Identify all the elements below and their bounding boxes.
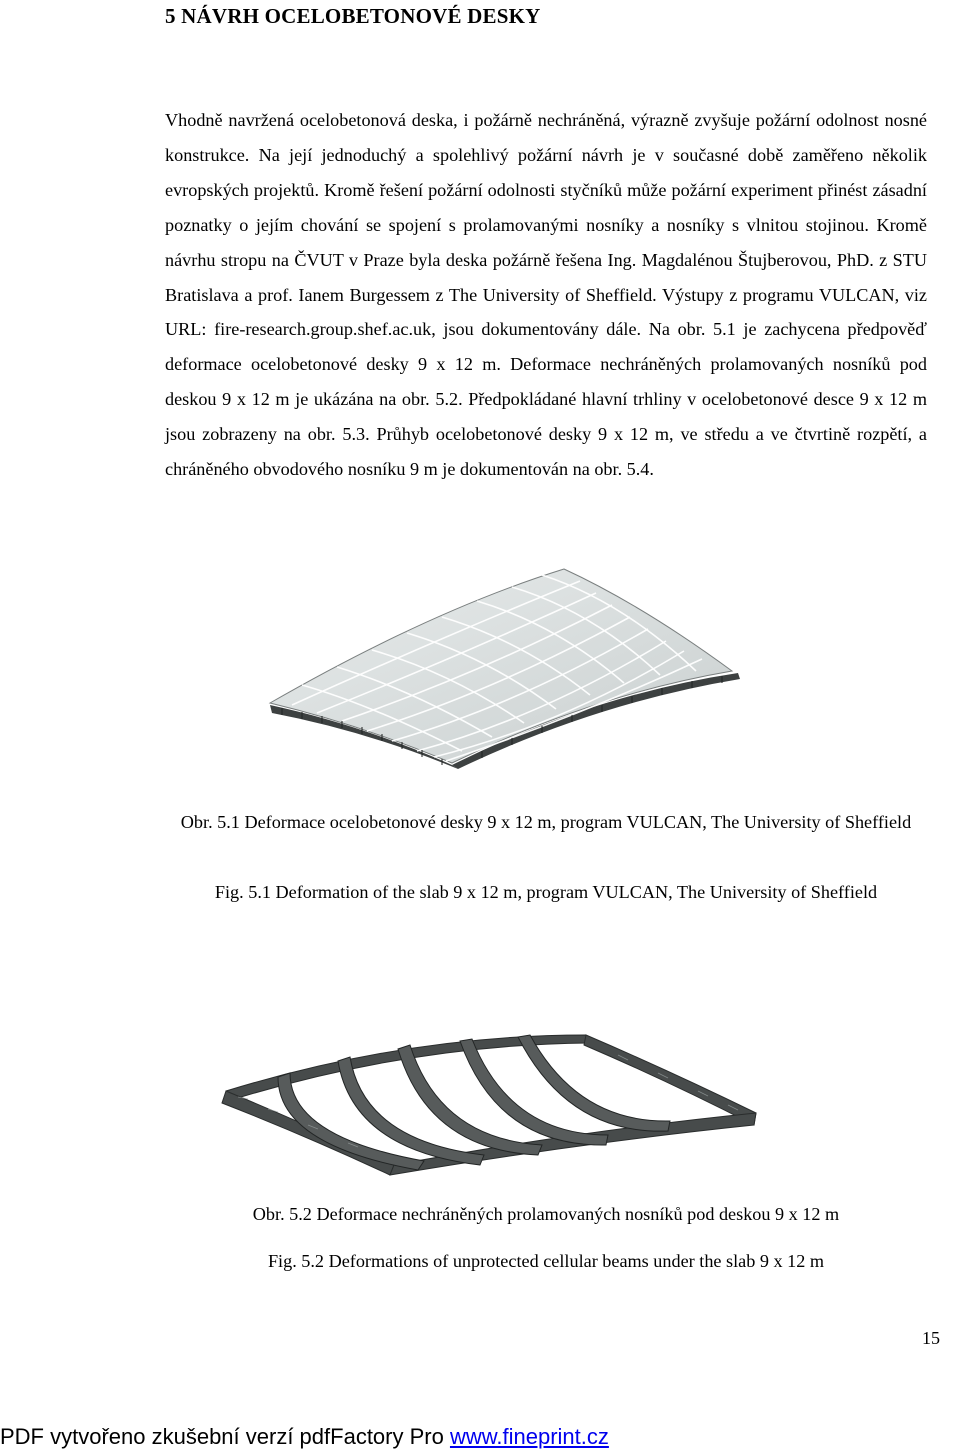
footer-link[interactable]: www.fineprint.cz	[449, 1424, 609, 1449]
footer-text: PDF vytvořeno zkušební verzí pdfFactory Pro	[0, 1424, 450, 1449]
figure2-caption-en: Fig. 5.2 Deformations of unprotected cellular beams under the slab 9 x 12 m	[267, 1251, 825, 1271]
beam-deformation-drawing	[218, 1015, 758, 1195]
figure1-caption-en: Fig. 5.1 Deformation of the slab 9 x 12 m, program VULCAN, The University of Sheffield	[214, 882, 878, 902]
section-heading: 5 NÁVRH OCELOBETONOVÉ DESKY	[165, 4, 541, 28]
figure1-caption-cz: Obr. 5.1 Deformace ocelobetonové desky 9 x 12 m, program VULCAN, The University of Sheffield	[180, 812, 912, 832]
body-paragraph: Vhodně navržená ocelobetonová deska, i požárně nechráněná, výrazně zvyšuje požární odolnost nosné konstrukce. Na její jednoduchý a spolehlivý požární návrh je v současné době zaměřeno několik evropských projektů. Kromě řešení požární odolnosti styčníků může požární experiment přinést zásadní poznatky o jejím chování se spojení s prolamovanými nosníky a nosníky s vlnitou stojinou. Kromě návrhu stropu na ČVUT v Praze byla deska požárně řešena Ing. Magdalénou Štujberovou, PhD. z STU Bratislava a prof. Ianem Burgessem z The University of Sheffield. Výstupy z programu VULCAN, viz URL: fire-research.group.shef.ac.uk, jsou dokumentovány dále. Na obr. 5.1 je zachycena předpověď deformace ocelobetonové desky 9 x 12 m. Deformace nechráněných prolamovaných nosníků pod deskou 9 x 12 m je ukázána na obr. 5.2. Předpokládané hlavní trhliny v ocelobetonové desce 9 x 12 m jsou zobrazeny na obr. 5.3. Průhyb ocelobetonové desky 9 x 12 m, ve středu a ve čtvrtině rozpětí, a chráněného obvodového nosníku 9 m je dokumentován na obr. 5.4.	[165, 110, 927, 480]
figure-slab-deformation	[262, 555, 742, 770]
slab-deformation-drawing	[262, 555, 742, 770]
figure-beam-deformation	[218, 1015, 758, 1195]
footer	[0, 1424, 960, 1450]
page-number: 15	[922, 1328, 940, 1348]
figure2-caption-cz: Obr. 5.2 Deformace nechráněných prolamovaných nosníků pod deskou 9 x 12 m	[252, 1204, 840, 1224]
